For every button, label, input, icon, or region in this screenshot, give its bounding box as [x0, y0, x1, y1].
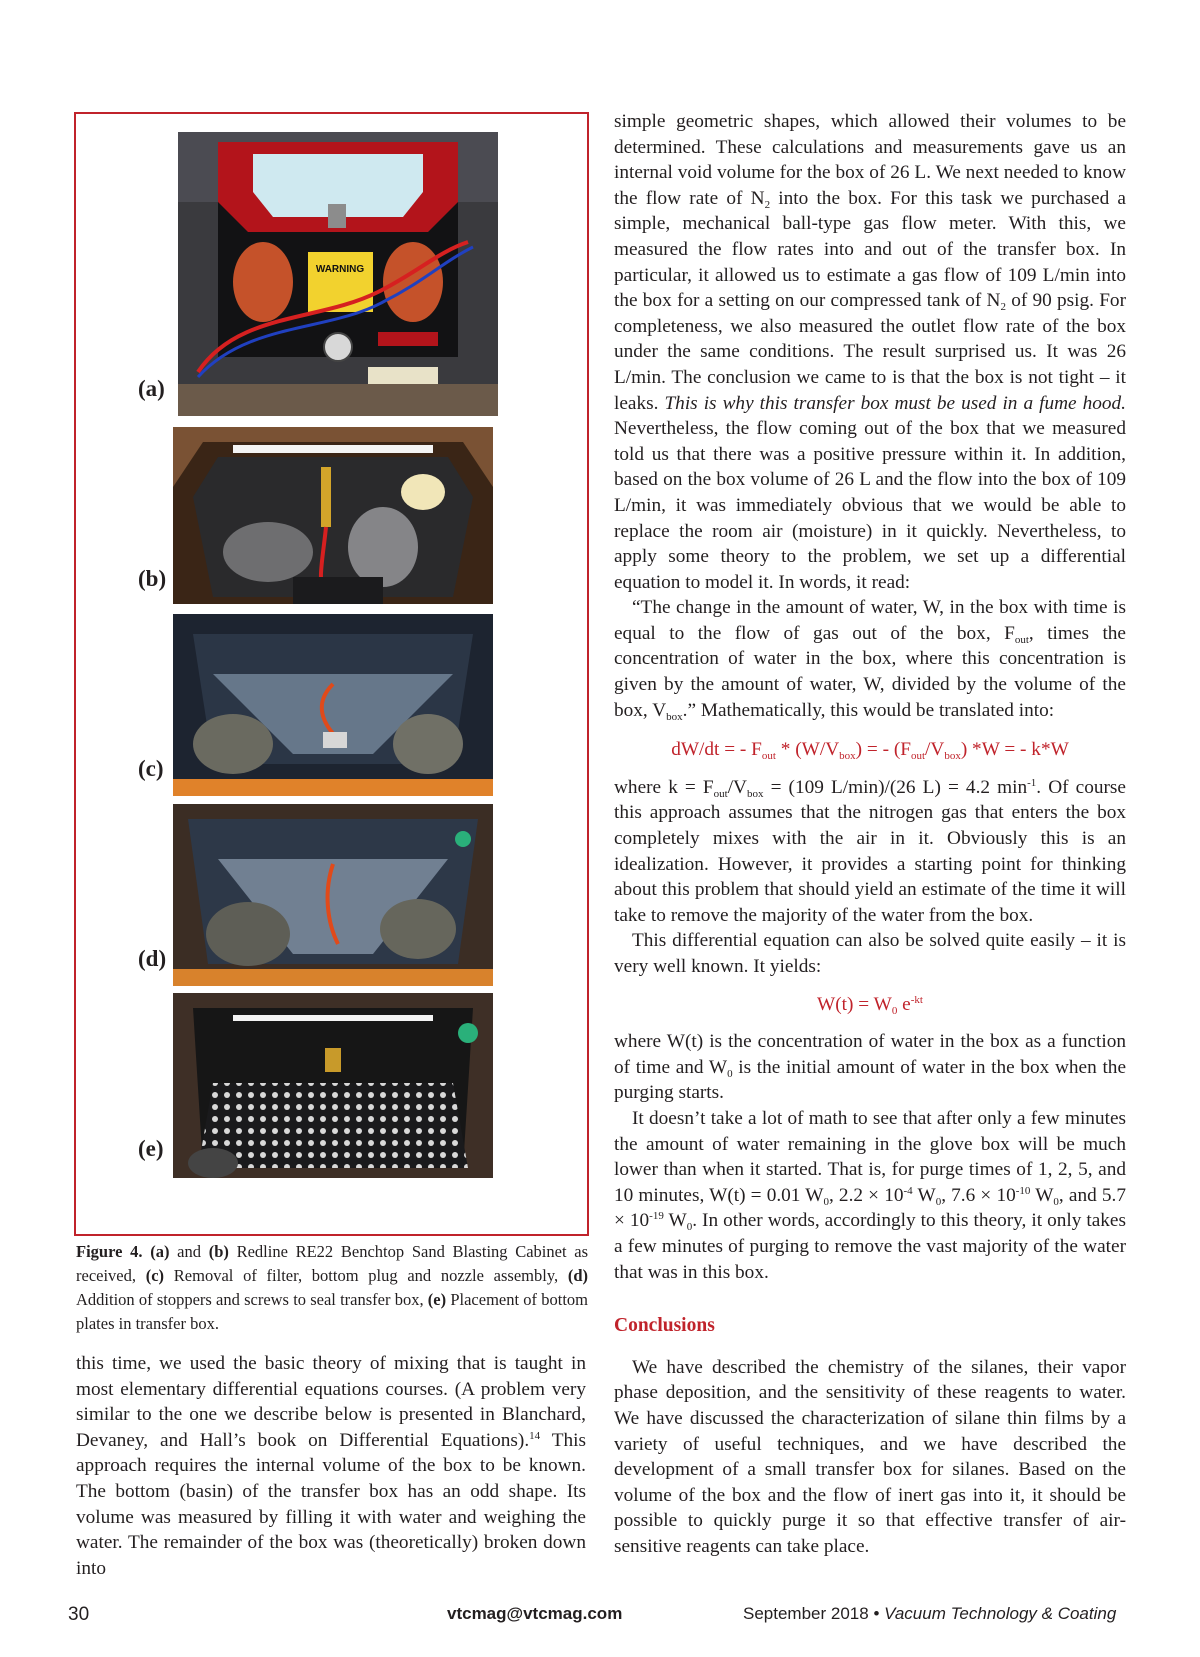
text-run: this time, we used the basic theory of mixing that is taught in most elementary differential equations courses. (A problem very similar to the one we describe below is presented in Blanchard, Devaney, and Hall’s book on Differential Equations).: [76, 1353, 586, 1451]
subscript: 0: [686, 1221, 693, 1234]
subscript: out: [1014, 633, 1029, 646]
caption-ref-b: (b): [208, 1242, 229, 1261]
italic-note: This is why this transfer box must be used in a fume hood.: [664, 392, 1126, 414]
subscript: out: [910, 750, 926, 763]
superscript: -1: [1027, 776, 1037, 789]
subscript: box: [666, 710, 683, 723]
caption-and: and: [177, 1242, 201, 1261]
equation-2: [614, 992, 1126, 1018]
figure-4-frame: [74, 112, 589, 1236]
subscript: out: [761, 750, 776, 763]
text-run: = (109 L/min)/(26 L) = 4.2 min: [763, 776, 1028, 798]
page-number: 30: [68, 1604, 90, 1625]
figure-label: Figure 4.: [76, 1242, 143, 1261]
text-run: .” Mathematically, this would be translated into:: [682, 699, 1055, 721]
bottom-plates-illustration: [173, 993, 493, 1178]
photo-panel-a: [178, 132, 498, 416]
caption-text-2: Removal of filter, bottom plug and nozzle assembly,: [173, 1266, 559, 1285]
paragraph: [614, 1029, 1126, 1106]
figure-caption: [76, 1240, 588, 1336]
subscript: 0: [823, 1195, 829, 1208]
eq-text: ) = - (F: [855, 739, 911, 761]
text-run: is the initial amount of water in the box when the purging starts.: [614, 1056, 1126, 1104]
text-run: . Of course this approach assumes that the nitrogen gas that enters the box completely mixes with the air in it. Obviously this is an idealization. However, it provides a starting point for thinking about this problem that should yield an estimate of the time it will take to remove the majority of the water from the box.: [614, 776, 1126, 926]
panel-label-e: (e): [138, 1136, 164, 1161]
section-heading-conclusions: Conclusions: [614, 1315, 715, 1337]
text-run: It doesn’t take a lot of math to see that after only a few minutes the amount of water remaining in the glove box will be much lower than when it started. That is, for purge times of 1, 2, 5, and 10 minutes, W(t) = 0.01 W: [614, 1107, 1126, 1206]
photo-panel-c: [173, 614, 493, 796]
caption-ref-e: (e): [427, 1290, 447, 1309]
sandblast-cabinet-illustration: [178, 132, 498, 416]
eq-text: ) *W = - k*W: [960, 739, 1069, 761]
subscript: 0: [1053, 1195, 1059, 1208]
photo-panel-d: [173, 804, 493, 986]
caption-ref-d: (d): [567, 1266, 589, 1285]
paragraph: [76, 1351, 586, 1581]
text-run: where W(t) is the concentration of water in the box as a function of time and W: [614, 1031, 1126, 1078]
footer-publication: [743, 1604, 1116, 1624]
caption-text-3: Addition of stoppers and screws to seal transfer box,: [76, 1290, 424, 1309]
eq-text: /V: [925, 739, 945, 761]
caption-ref-a: (a): [150, 1242, 170, 1261]
text-run: , times the concentration of water in the box, where this concentration is given by the amount of water, W, divided by the volume of the box, V: [614, 622, 1126, 721]
reference-14: 14: [529, 1429, 541, 1442]
text-run: Nevertheless, the flow coming out of the box that we measured told us that there was a positive pressure within it. In addition, based on the box volume of 26 L and the flow into the box of 109 L/min, it was immediately obvious that we would be able to replace the room air (moisture) in it quickly. Nevertheless, to apply some theory to the problem, we set up a differential equation to model it. In words, it read:: [614, 418, 1126, 593]
paragraph: [614, 1106, 1126, 1285]
text-run: , and 5.7 × 10: [614, 1184, 1126, 1232]
text-run: W: [663, 1210, 687, 1232]
left-column: [76, 1351, 586, 1581]
text-run: “The change in the amount of water, W, in the box with time is equal to the flow of gas out of the box, F: [614, 597, 1126, 644]
text-run: This approach requires the internal volume of the box to be known. The bottom (basin) of the transfer box has an odd shape. Its volume was measured by filling it with water and weighing the water. The remainder of the box was (theoretically) broken down into: [76, 1429, 586, 1579]
subscript: box: [944, 750, 961, 763]
text-run: . In other words, accordingly to this theory, it only takes a few minutes of purging to remove the vast majority of the water that was in this box.: [614, 1210, 1126, 1283]
issue-date: September 2018: [743, 1604, 869, 1623]
panel-label-a: (a): [138, 376, 165, 401]
subscript: out: [713, 787, 728, 800]
subscript: 2: [1000, 301, 1006, 314]
text-run: , 2.2 × 10: [828, 1184, 904, 1206]
eq-text: e: [897, 993, 911, 1015]
subscript: box: [746, 787, 764, 800]
text-run: /V: [727, 776, 747, 798]
text-run: , 7.6 × 10: [941, 1184, 1016, 1206]
warning-label: WARNING: [315, 264, 365, 275]
panel-label-d: (d): [138, 946, 167, 971]
text-run: W: [1030, 1184, 1054, 1206]
caption-text-1: Redline RE22 Benchtop Sand Blasting Cabinet as received,: [76, 1242, 588, 1285]
text-run: W: [912, 1184, 936, 1206]
filter-removed-illustration: [173, 614, 493, 796]
paragraph: [614, 775, 1126, 929]
sealed-box-illustration: [173, 804, 493, 986]
cabinet-interior-illustration: [173, 427, 493, 604]
footer-email: vtcmag@vtcmag.com: [447, 1604, 623, 1623]
eq-text: * (W/V: [775, 739, 840, 761]
superscript: -kt: [910, 993, 923, 1006]
subscript: 0: [727, 1067, 733, 1080]
subscript: 2: [764, 198, 771, 211]
text-run: of 90 psig. For completeness, we also measured the outlet flow rate of the box under the same conditions. The result surprised us. It was 26 L/min. The conclusion we came to is that the box is not tight – it leaks.: [614, 290, 1126, 414]
text-run: simple geometric shapes, which allowed their volumes to be determined. These calculations and measurements gave us an internal void volume for the box of 26 L. We next needed to know the flow rate of N: [614, 111, 1126, 209]
panel-label-c: (c): [138, 756, 164, 781]
equation-1: [614, 737, 1126, 763]
subscript: 0: [935, 1195, 942, 1208]
photo-panel-b: [173, 427, 493, 604]
text-run: where k = F: [614, 776, 714, 798]
caption-ref-c: (c): [145, 1266, 165, 1285]
right-column: [614, 109, 1126, 1559]
magazine-name: Vacuum Technology & Coating: [884, 1604, 1117, 1623]
caption-text-4: Placement of bottom plates in transfer box.: [76, 1290, 588, 1333]
eq-text: dW/dt = - F: [671, 739, 762, 761]
footer-bullet: •: [873, 1604, 880, 1623]
text-run: into the box. For this task we purchased a simple, mechanical ball-type gas flow meter. With this, we measured the flow rates into and out of the transfer box. In particular, it allowed us to estimate a gas flow of 109 L/min into the box for a setting on our compressed tank of N: [614, 187, 1126, 312]
superscript: -4: [903, 1184, 913, 1197]
paragraph: This differential equation can also be solved quite easily – it is very well known. It yields:: [614, 930, 1126, 977]
paragraph: We have described the chemistry of the silanes, their vapor phase deposition, and the sensitivity of these reagents to water. We have discussed the characterization of silane thin films by a variety of useful techniques, and we have described the development of a small transfer box for silanes. Based on the volume of the box and the flow of inert gas into it, it should be possible to quickly purge it so that effective transfer of air-sensitive reagents can take place.: [614, 1356, 1126, 1557]
subscript: box: [839, 750, 856, 763]
panel-label-b: (b): [138, 566, 167, 591]
paragraph: [614, 109, 1126, 595]
superscript: -19: [649, 1210, 664, 1223]
eq-text: W(t) = W: [817, 993, 892, 1015]
superscript: -10: [1015, 1184, 1031, 1197]
paragraph: [614, 595, 1126, 723]
photo-panel-e: [173, 993, 493, 1178]
subscript: 0: [891, 1004, 898, 1017]
